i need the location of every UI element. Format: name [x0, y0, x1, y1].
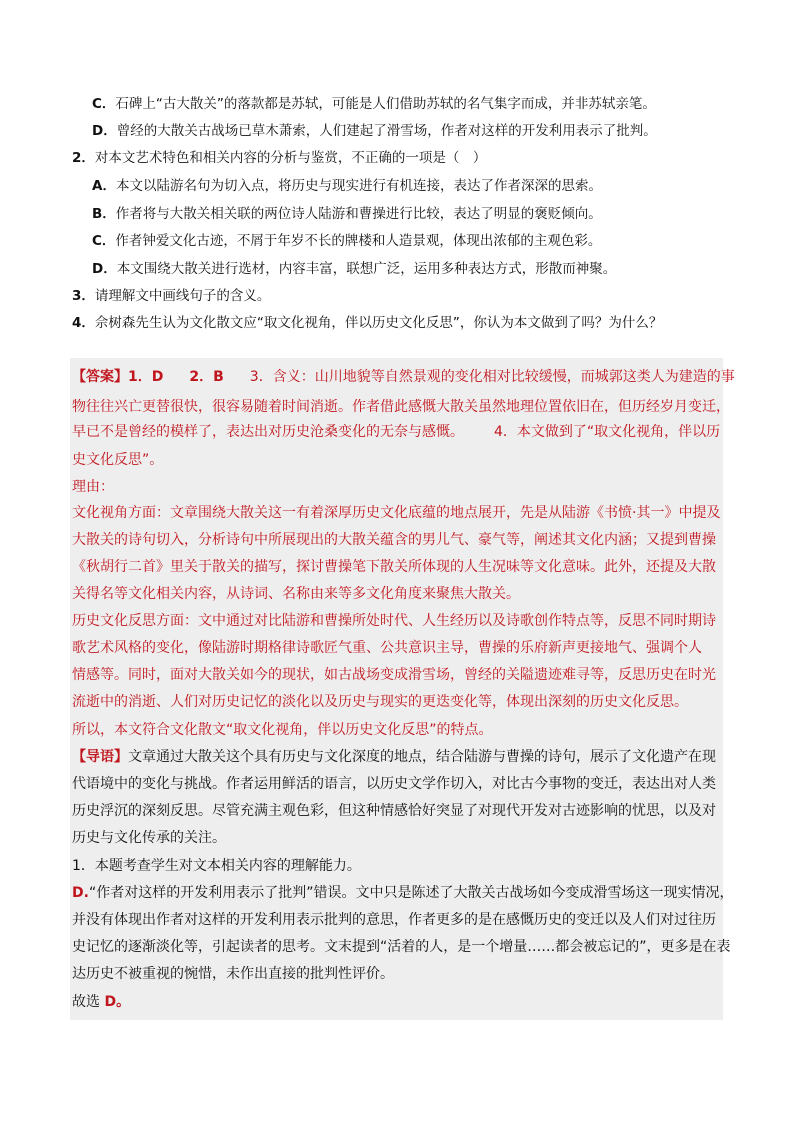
analysis-q1-head: 1．本题考查学生对文本相关内容的理解能力。 — [72, 858, 361, 874]
history-reflection-line-2: 歌艺术风格的变化，像陆游时期格律诗歌匠气重、公共意识主导，曹操的乐府新声更接地气、强调个人 — [72, 640, 702, 656]
analysis-d-text: “作者对这样的开发利用表示了批判”错误。文中只是陈述了大散关古战场如今变成滑雪场这一现实情况， — [88, 885, 734, 901]
option-label: D． — [92, 123, 117, 139]
question-2 — [72, 148, 486, 168]
question-number: 3． — [72, 288, 95, 304]
question-3 — [72, 286, 270, 306]
analysis-d-line-3: 史记忆的逐渐淡化等，引起读者的思考。文末提到“活着的人，是一个增量……都会被忘记的”，更多是在表 — [72, 939, 731, 955]
question-4 — [72, 313, 662, 333]
analysis-d-line-1 — [72, 883, 733, 903]
conclusion-line: 所以，本文符合文化散文“取文化视角，伴以历史文化反思”的特点。 — [72, 722, 493, 738]
guide-line-2: 代语境中的变化与挑战。作者运用鲜活的语言，以历史文学作切入，对比古今事物的变迁，表达出对人类 — [72, 776, 716, 792]
answer-line-1 — [72, 367, 735, 387]
option-label: A． — [92, 178, 116, 194]
answer-3-text-end: 早已不是曾经的模样了，表达出对历史沧桑变化的无奈与感慨。 — [72, 424, 464, 440]
answer-3-text: 山川地貌等自然景观的变化相对比较缓慢，而城郭这类人为建造的事 — [314, 369, 735, 385]
choose-text: 故选 — [72, 994, 105, 1010]
option-label: D． — [92, 261, 117, 277]
option-text: 作者将与大散关相关联的两位诗人陆游和曹操进行比较，表达了明显的褒贬倾向。 — [115, 206, 602, 222]
history-reflection-line-3: 情感等。同时，面对大散关如今的现状，如古战场变成滑雪场，曾经的关隘遗迹难寻等，反思历史在时光 — [72, 667, 716, 683]
guide-line-4: 历史与文化传承的关注。 — [72, 830, 226, 846]
answer-2: 2．B — [189, 369, 224, 385]
option-text: 作者钟爱文化古迹，不屑于年岁不长的牌楼和人造景观，体现出浓郁的主观色彩。 — [115, 233, 602, 249]
answer-line-2: 物往往兴亡更替很快，很容易随着时间消逝。作者借此感慨大散关虽然地理位置依旧在，但历经岁月变迁， — [72, 399, 730, 415]
option-label: B． — [92, 206, 116, 222]
option-label: C． — [92, 233, 116, 249]
guide-line-1 — [72, 747, 716, 767]
answer-tag: 【答案】 — [72, 369, 128, 385]
analysis-d-line-2: 并没有体现出作者对这样的开发利用表示批判的意思，作者更多的是在感慨历史的变迁以及人们对过往历 — [72, 912, 716, 928]
option-text: 曾经的大散关古战场已草木萧索，人们建起了滑雪场，作者对这样的开发利用表示了批判。 — [116, 123, 657, 139]
culture-view-line-3: 《秋胡行二首》里关于散关的描写，探讨曹操笔下散关所体现的人生况味等文化意味。此外，还提及大散 — [72, 559, 716, 575]
answer-line-3 — [72, 422, 720, 442]
q1-option-d — [92, 121, 657, 141]
culture-view-line-2: 大散关的诗句切入，分析诗句中所展现出的大散关蕴含的男儿气、豪气等，阐述其文化内涵；又提到曹操 — [72, 532, 716, 548]
analysis-d-line-4: 达历史不被重视的惋惜，未作出直接的批判性评价。 — [72, 966, 394, 982]
q2-option-d — [92, 259, 616, 279]
q2-option-c — [92, 231, 601, 251]
answer-4-head: 4．本文做到了“取文化视角，伴以历 — [494, 424, 721, 440]
question-number: 2． — [72, 150, 95, 166]
answer-3-head: 3．含义： — [249, 369, 315, 385]
q2-option-b — [92, 204, 602, 224]
q2-option-a — [92, 176, 602, 196]
culture-view-line-4: 关得名等文化相关内容，从诗词、名称由来等多文化角度来聚焦大散关。 — [72, 586, 520, 602]
choose-letter: D。 — [104, 994, 131, 1010]
analysis-choose — [72, 992, 130, 1012]
option-label: C． — [92, 96, 116, 112]
answer-1: 1．D — [128, 369, 164, 385]
guide-line-3: 历史浮沉的深刻反思。尽管充满主观色彩，但这种情感恰好突显了对现代开发对古迹影响的忧思，以及对 — [72, 803, 716, 819]
q1-option-c — [92, 94, 656, 114]
history-reflection-line-4: 流逝中的消逝、人们对历史记忆的淡化以及历史与现实的更迭变化等，体现出深刻的历史文化反思。 — [72, 694, 688, 710]
analysis-d-label: D. — [72, 885, 89, 901]
culture-view-line-1: 文化视角方面：文章围绕大散关这一有着深厚历史文化底蕴的地点展开，先是从陆游《书愤·其一》中提及 — [72, 505, 721, 521]
question-text: 请理解文中画线句子的含义。 — [94, 288, 271, 304]
option-text: 本文围绕大散关进行选材，内容丰富，联想广泛，运用多种表达方式，形散而神聚。 — [116, 261, 617, 277]
history-reflection-line-1: 历史文化反思方面：文中通过对比陆游和曹操所处时代、人生经历以及诗歌创作特点等，反思不同时期诗 — [72, 613, 716, 629]
question-number: 4． — [72, 315, 95, 331]
question-text: 对本文艺术特色和相关内容的分析与鉴赏，不正确的一项是（ ） — [94, 150, 487, 166]
option-text: 石碑上“古大散关”的落款都是苏轼，可能是人们借助苏轼的名气集字而成，并非苏轼亲笔。 — [115, 96, 656, 112]
guide-tag: 【导语】 — [72, 749, 128, 765]
option-text: 本文以陆游名句为切入点，将历史与现实进行有机连接，表达了作者深深的思索。 — [115, 178, 602, 194]
reason-label: 理由： — [72, 479, 114, 495]
guide-text: 文章通过大散关这个具有历史与文化深度的地点，结合陆游与曹操的诗句，展示了文化遗产在现 — [128, 749, 716, 765]
question-text: 佘树森先生认为文化散文应“取文化视角，伴以历史文化反思”，你认为本文做到了吗？为什么？ — [94, 315, 663, 331]
answer-line-4: 史文化反思”。 — [72, 452, 164, 468]
